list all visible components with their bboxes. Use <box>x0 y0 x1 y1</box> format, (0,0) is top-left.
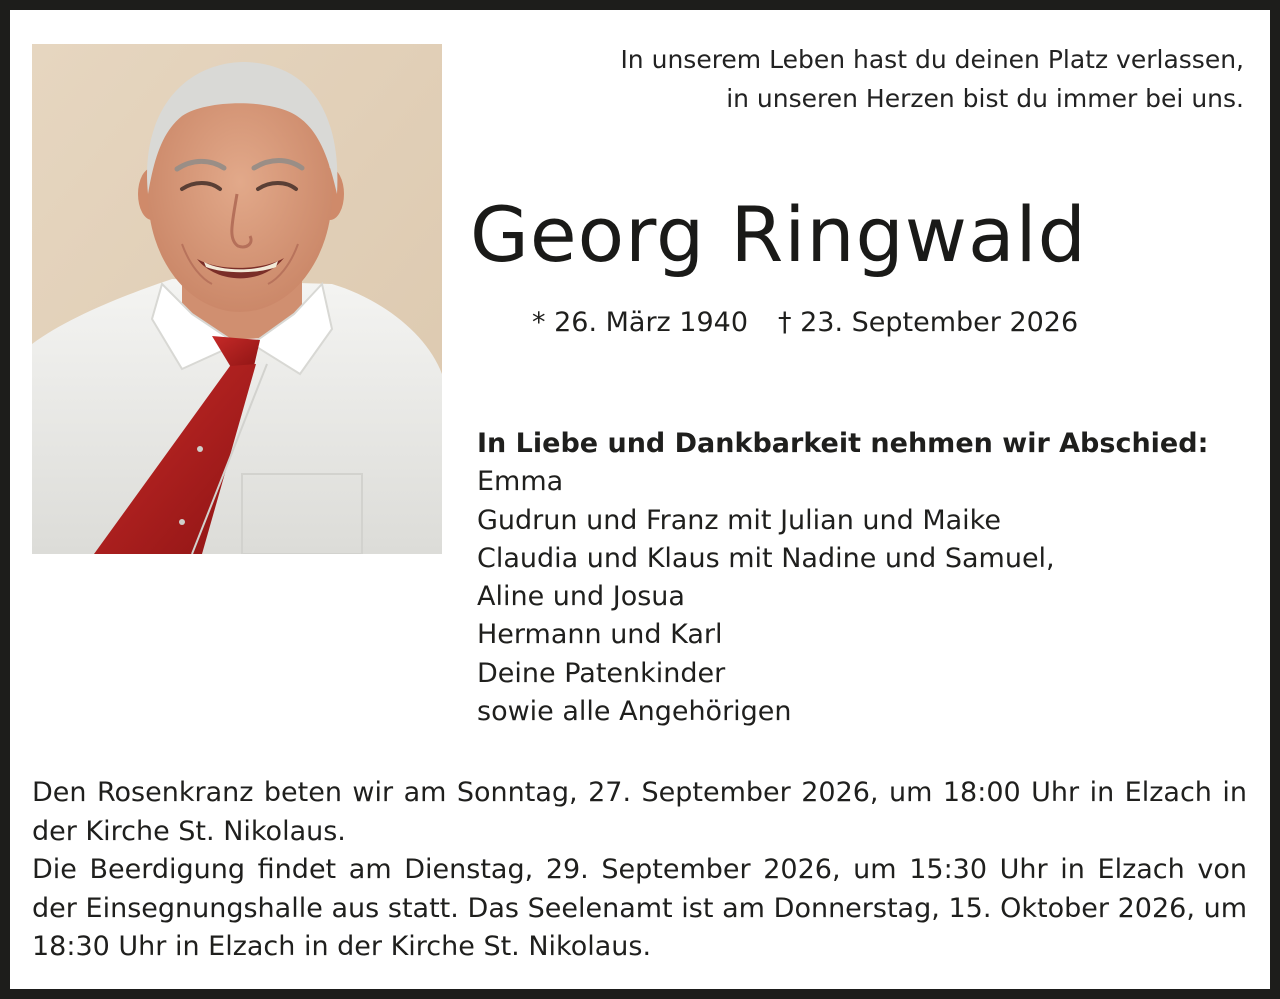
service-notice <box>32 774 1247 967</box>
mourner-line: Aline und Josua <box>477 581 685 613</box>
mourner-line: Gudrun und Franz mit Julian und Maike <box>477 504 1001 536</box>
mourner-line: sowie alle Angehörigen <box>477 696 792 728</box>
deceased-name: Georg Ringwald <box>470 190 1087 279</box>
mourners-intro: In Liebe und Dankbarkeit nehmen wir Abschied: <box>477 428 1209 459</box>
funeral-notice: Die Beerdigung findet am Dienstag, 29. September 2026, um 15:30 Uhr in Elzach von der Einsegnungshalle aus statt. Das Seelenamt ist am Donnerstag, 15. Oktober 2026, um 18:30 Uhr in Elzach in der Kirche St. Nikolaus. <box>32 854 1247 962</box>
mourner-line: Hermann und Karl <box>477 619 723 651</box>
life-dates <box>532 303 1232 343</box>
portrait-photo <box>32 44 442 554</box>
birth-date: * 26. März 1940 <box>532 307 749 338</box>
memorial-verse <box>504 40 1244 118</box>
death-date: † 23. September 2026 <box>778 307 1079 338</box>
rosary-notice: Den Rosenkranz beten wir am Sonntag, 27. September 2026, um 18:00 Uhr in Elzach in der Kirche St. Nikolaus. <box>32 777 1247 847</box>
obituary-notice <box>10 10 1270 989</box>
mourner-line: Emma <box>477 466 564 498</box>
mourners-list <box>477 425 1267 731</box>
verse-line: in unseren Herzen bist du immer bei uns. <box>726 84 1244 113</box>
verse-line: In unserem Leben hast du deinen Platz verlassen, <box>620 45 1244 74</box>
mourner-line: Deine Patenkinder <box>477 657 726 689</box>
mourner-line: Claudia und Klaus mit Nadine und Samuel, <box>477 542 1055 574</box>
